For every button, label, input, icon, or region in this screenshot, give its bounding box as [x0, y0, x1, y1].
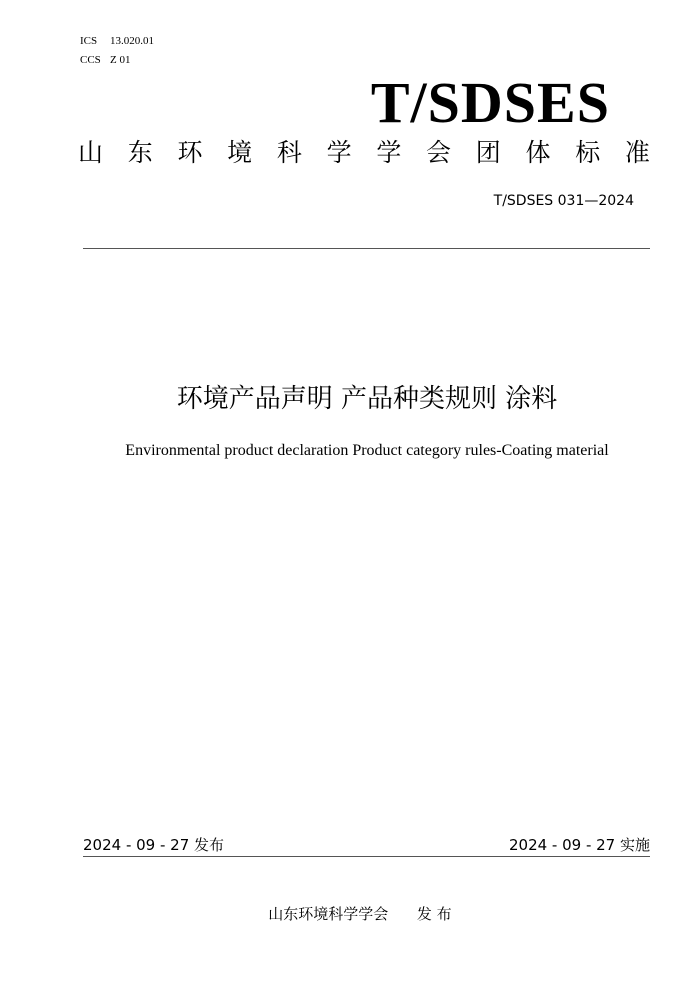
bottom-divider — [83, 856, 650, 857]
ics-value: 13.020.01 — [110, 35, 154, 47]
issuer-line: 山东环境科学学会 发 布 — [268, 905, 452, 923]
top-divider — [83, 248, 650, 249]
standard-type-char: 学 — [326, 138, 352, 167]
ics-code — [80, 34, 154, 48]
standard-type-char: 标 — [575, 138, 601, 167]
ics-label: ICS — [80, 35, 98, 47]
standard-type-char: 准 — [624, 138, 650, 167]
implement-date: 2024 - 09 - 27 实施 — [508, 836, 650, 854]
standard-type-char: 东 — [127, 138, 153, 167]
standard-type-char: 学 — [376, 138, 402, 167]
standard-number: T/SDSES 031—2024 — [493, 193, 634, 209]
ccs-code — [80, 53, 130, 67]
standard-type-char: 体 — [525, 138, 551, 167]
ccs-value: Z 01 — [110, 54, 131, 66]
standard-type-char: 科 — [276, 138, 302, 167]
ccs-label: CCS — [80, 54, 101, 66]
standard-type-char: 会 — [426, 138, 452, 167]
standard-type-heading — [78, 133, 650, 173]
standard-type-char: 山 — [78, 138, 104, 167]
standard-type-char: 环 — [177, 138, 203, 167]
publish-date: 2024 - 09 - 27 发布 — [83, 836, 225, 854]
standard-type-char: 境 — [227, 138, 253, 167]
standard-type-char: 团 — [475, 138, 501, 167]
document-title-english: Environmental product declaration Product category rules-Coating material — [125, 442, 609, 459]
document-title-chinese: 环境产品声明 产品种类规则 涂料 — [176, 384, 558, 414]
standard-logo-text: T/SDSES — [370, 70, 610, 135]
